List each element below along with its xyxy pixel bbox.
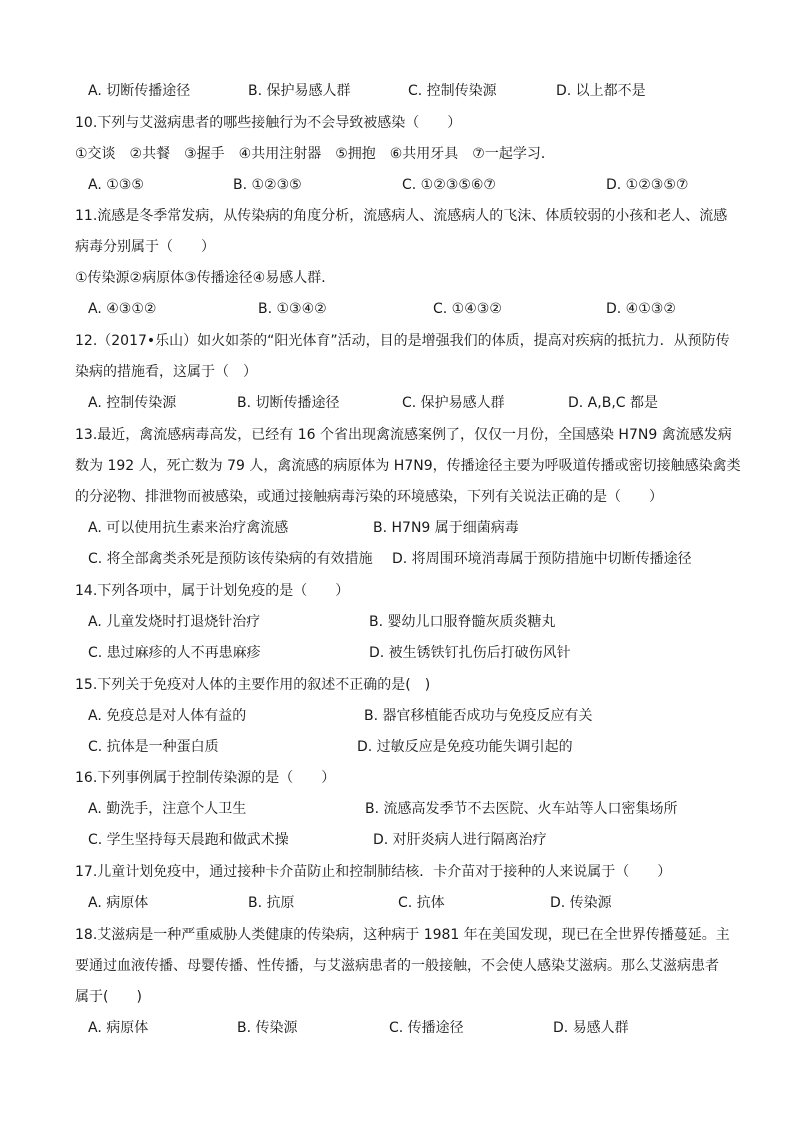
q15-option-c: C. 抗体是一种蛋白质 — [88, 739, 219, 755]
q13-stem-line2: 数为 192 人，死亡数为 79 人，禽流感的病原体为 H7N9，传播途径主要为呼吸道传播或密切接触感染禽类 — [75, 458, 741, 474]
q10-option-b: B. ①②③⑤ — [233, 177, 302, 193]
q13-option-d: D. 将周围环境消毒属于预防措施中切断传播途径 — [392, 551, 692, 567]
q17-option-a: A. 病原体 — [88, 895, 149, 911]
q9-option-c: C. 控制传染源 — [408, 83, 497, 99]
q11-items: ①传染源②病原体③传播途径④易感人群． — [75, 270, 336, 286]
q12-stem-line2: 染病的措施看，这属于（ ） — [75, 364, 257, 380]
q13-stem-line1: 13.最近，禽流感病毒高发，已经有 16 个省出现禽流感案例了，仅仅一月份，全国感染 H7N9 禽流感发病 — [75, 427, 732, 443]
q16-stem: 16.下列事例属于控制传染源的是（ ） — [75, 770, 336, 786]
q10-option-c: C. ①②③⑤⑥⑦ — [402, 177, 496, 193]
q17-stem: 17.儿童计划免疫中，通过接种卡介苗防止和控制肺结核．卡介苗对于接种的人来说属于（ ） — [75, 864, 672, 880]
q14-option-d: D. 被生锈铁钉扎伤后打破伤风针 — [369, 645, 571, 661]
q14-stem: 14.下列各项中，属于计划免疫的是（ ） — [75, 583, 350, 599]
q9-option-d: D. 以上都不是 — [556, 83, 646, 99]
q16-option-c: C. 学生坚持每天晨跑和做武术操 — [88, 832, 289, 848]
q11-option-b: B. ①③④② — [258, 301, 327, 317]
q10-option-a: A. ①③⑤ — [88, 177, 144, 193]
q10-option-d: D. ①②③⑤⑦ — [606, 177, 689, 193]
q14-option-b: B. 婴幼儿口服脊髓灰质炎糖丸 — [369, 614, 556, 630]
q16-option-b: B. 流感高发季节不去医院、火车站等人口密集场所 — [365, 801, 678, 817]
q17-option-d: D. 传染源 — [550, 895, 612, 911]
q11-stem-line2: 病毒分别属于（ ） — [75, 239, 215, 255]
q11-option-c: C. ①④③② — [433, 301, 502, 317]
q18-option-b: B. 传染源 — [237, 1020, 298, 1036]
q13-option-b: B. H7N9 属于细菌病毒 — [373, 520, 519, 536]
q10-stem: 10.下列与艾滋病患者的哪些接触行为不会导致被感染（ ） — [75, 115, 462, 131]
q18-option-a: A. 病原体 — [88, 1020, 149, 1036]
q18-option-d: D. 易感人群 — [553, 1020, 629, 1036]
q15-option-d: D. 过敏反应是免疫功能失调引起的 — [357, 739, 573, 755]
q17-option-b: B. 抗原 — [248, 895, 295, 911]
q13-option-a: A. 可以使用抗生素来治疗禽流感 — [88, 520, 289, 536]
q13-stem-line3: 的分泌物、排泄物而被感染，或通过接触病毒污染的环境感染，下列有关说法正确的是（ ） — [75, 489, 663, 505]
q15-stem: 15.下列关于免疫对人体的主要作用的叙述不正确的是( ) — [75, 677, 431, 693]
q16-option-a: A. 勤洗手，注意个人卫生 — [88, 801, 247, 817]
q9-option-b: B. 保护易感人群 — [248, 83, 351, 99]
q10-items: ①交谈 ②共餐 ③握手 ④共用注射器 ⑤拥抱 ⑥共用牙具 ⑦一起学习． — [75, 146, 555, 162]
q12-option-d: D. A,B,C 都是 — [568, 395, 658, 411]
q17-option-c: C. 抗体 — [398, 895, 445, 911]
q12-option-c: C. 保护易感人群 — [402, 395, 505, 411]
q9-option-a: A. 切断传播途径 — [88, 83, 191, 99]
q16-option-d: D. 对肝炎病人进行隔离治疗 — [373, 832, 547, 848]
q18-option-c: C. 传播途径 — [389, 1020, 464, 1036]
q15-option-b: B. 器官移植能否成功与免疫反应有关 — [364, 708, 593, 724]
q15-option-a: A. 免疫总是对人体有益的 — [88, 708, 247, 724]
q13-option-c: C. 将全部禽类杀死是预防该传染病的有效措施 — [88, 551, 373, 567]
q18-stem-line3: 属于( ) — [75, 989, 142, 1005]
q12-option-a: A. 控制传染源 — [88, 395, 177, 411]
q12-stem-line1: 12.（2017•乐山）如火如荼的“阳光体育”活动，目的是增强我们的体质，提高对疾病的抵抗力．从预防传 — [75, 333, 730, 349]
q14-option-a: A. 儿童发烧时打退烧针治疗 — [88, 614, 261, 630]
q18-stem-line1: 18.艾滋病是一种严重威胁人类健康的传染病，这种病于 1981 年在美国发现，现已在全世界传播蔓延。主 — [75, 927, 730, 943]
q18-stem-line2: 要通过血液传播、母婴传播、性传播，与艾滋病患者的一般接触，不会使人感染艾滋病。那么艾滋病患者 — [75, 958, 719, 974]
q11-stem-line1: 11.流感是冬季常发病，从传染病的角度分析，流感病人、流感病人的飞沫、体质较弱的小孩和老人、流感 — [75, 208, 728, 224]
q14-option-c: C. 患过麻疹的人不再患麻疹 — [88, 645, 261, 661]
q12-option-b: B. 切断传播途径 — [237, 395, 340, 411]
q11-option-d: D. ④①③② — [606, 301, 676, 317]
q11-option-a: A. ④③①② — [88, 301, 157, 317]
